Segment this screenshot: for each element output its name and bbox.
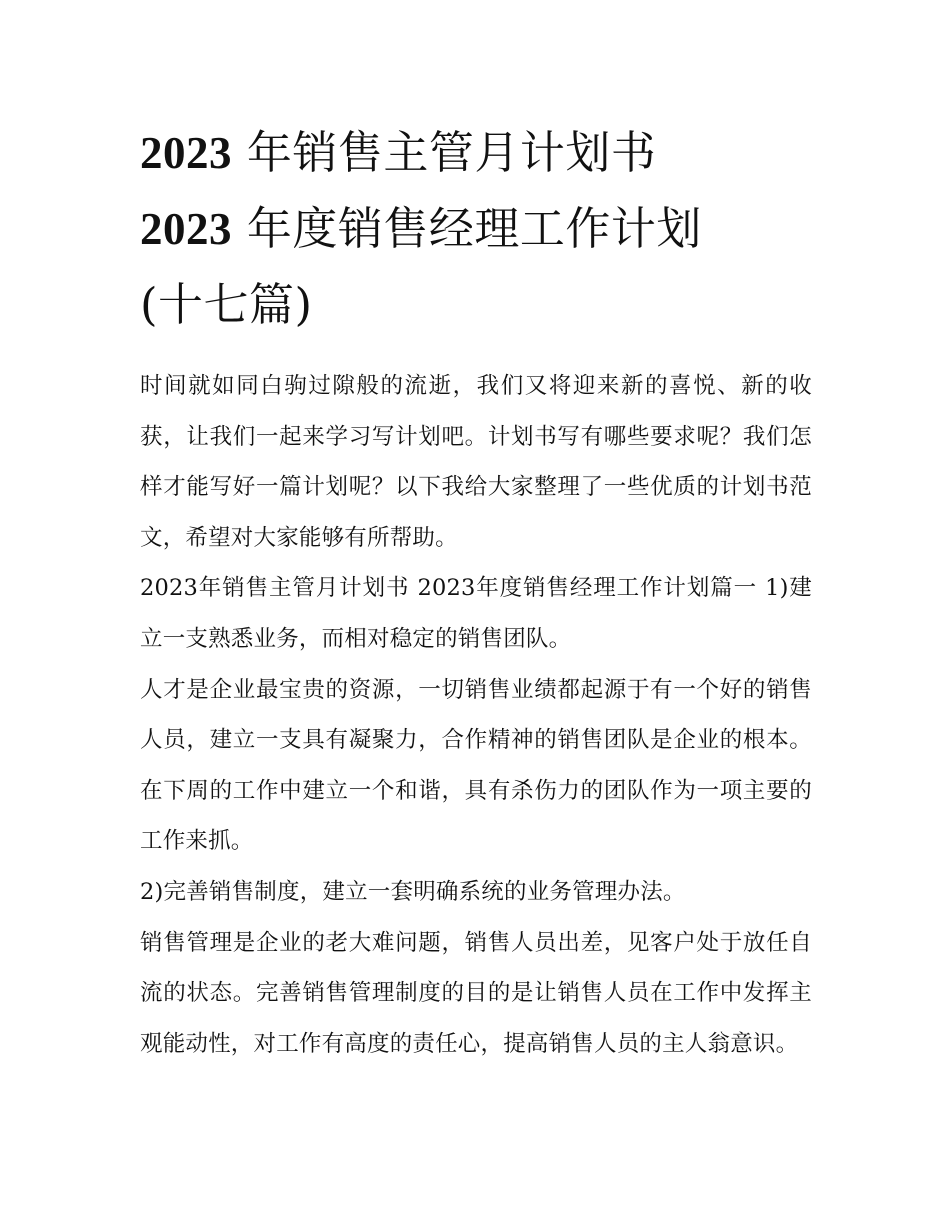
- title-line-1: [140, 115, 812, 191]
- title-line-2: [140, 191, 812, 267]
- document-body: [140, 115, 812, 1069]
- paragraph-sales-management: 销售管理是企业的老大难问题，销售人员出差，见客户处于放任自流的状态。完善销售管理制度的目的是让销售人员在工作中发挥主观能动性，对工作有高度的责任心，提高销售人员的主人翁意识。: [140, 929, 812, 1057]
- title-line-3-text: (十七篇): [140, 278, 313, 331]
- paragraph-intro: 时间就如同白驹过隙般的流逝，我们又将迎来新的喜悦、新的收获，让我们一起来学习写计划吧。计划书写有哪些要求呢？我们怎样才能写好一篇计划呢？以下我给大家整理了一些优质的计划书范文，希望对大家能够有所帮助。: [140, 373, 812, 551]
- title-line-2-text: 年度销售经理工作计划: [246, 202, 702, 255]
- title-line-1-text: 年销售主管月计划书: [246, 126, 657, 179]
- paragraph-team-building: 人才是企业最宝贵的资源，一切销售业绩都起源于有一个好的销售人员，建立一支具有凝聚力，合作精神的销售团队是企业的根本。在下周的工作中建立一个和谐，具有杀伤力的团队作为一项主要的工作来抓。: [140, 676, 812, 855]
- paragraph-section-1-heading: 2023年销售主管月计划书 2023年度销售经理工作计划篇一 1)建立一支熟悉业务，而相对稳定的销售团队。: [140, 575, 812, 652]
- paragraph-section-2-heading: 2)完善销售制度，建立一套明确系统的业务管理办法。: [140, 878, 686, 905]
- title-line-1-year: 2023: [140, 128, 232, 178]
- title-line-2-year: 2023: [140, 204, 232, 254]
- title-line-3: [140, 267, 812, 343]
- document-title: [140, 115, 812, 343]
